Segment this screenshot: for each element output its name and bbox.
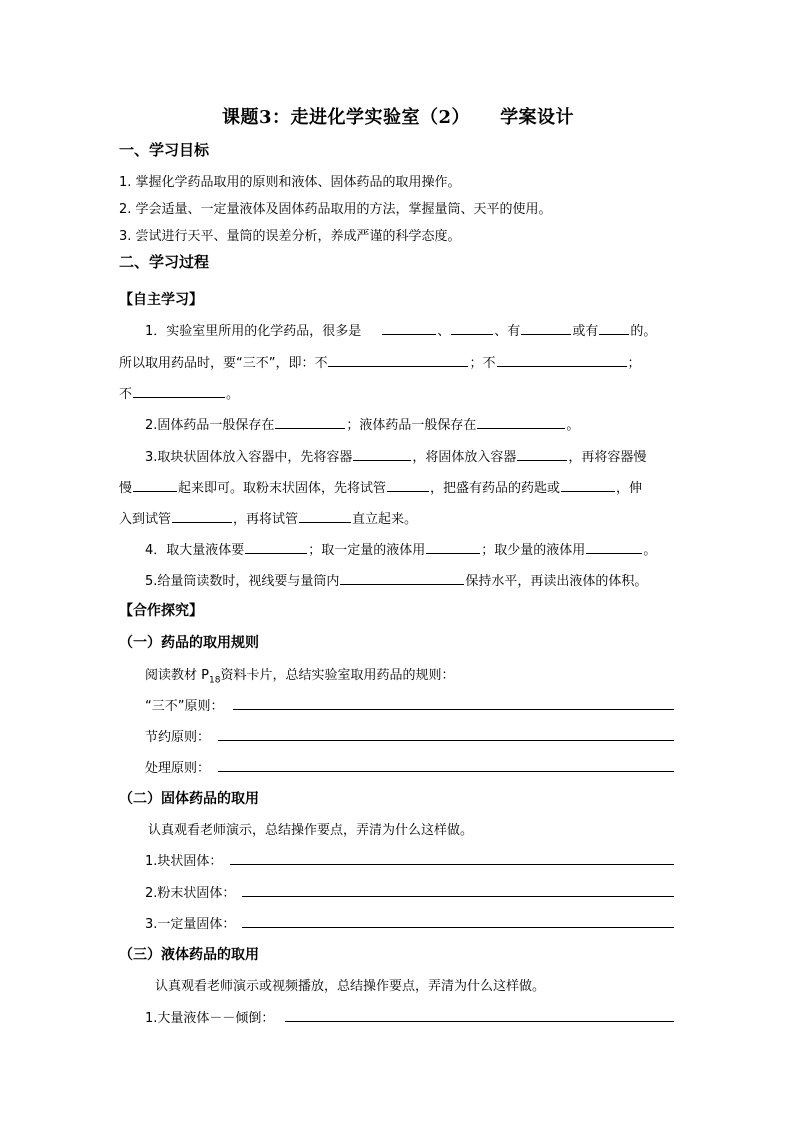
- blank[interactable]: [451, 320, 493, 335]
- objective-3: 3. 尝试进行天平、量筒的误差分析，养成严谨的科学态度。: [119, 229, 461, 244]
- blank[interactable]: [517, 446, 567, 461]
- part1-row-2: 节约原则：: [145, 730, 211, 745]
- q4-line: 4．取大量液体要 ；取一定量的液体用 ；取少量的液体用 。: [145, 539, 656, 558]
- blank[interactable]: [382, 320, 436, 335]
- answer-line[interactable]: [230, 864, 674, 865]
- part2-row-2: 2.粉末状固体：: [145, 886, 236, 901]
- section2-heading: 二、学习过程: [119, 253, 210, 271]
- blank[interactable]: [586, 539, 642, 554]
- q1-line2: 所以取用药品时，要“三不”，即：不 ；不 ；: [119, 352, 641, 371]
- q1-line3: 不 。: [119, 383, 239, 402]
- part3-heading: （三）液体药品的取用: [119, 947, 259, 963]
- blank[interactable]: [477, 414, 565, 429]
- blank[interactable]: [497, 352, 627, 367]
- page-title: [222, 103, 574, 129]
- title-main: 课题3：走进化学实验室（2）: [222, 107, 471, 128]
- coop-heading: 【合作探究】: [119, 603, 203, 619]
- blank[interactable]: [172, 508, 232, 523]
- part2-intro: 认真观看老师演示，总结操作要点，弄清为什么这样做。: [148, 823, 474, 838]
- blank[interactable]: [133, 383, 225, 398]
- part3-intro: 认真观看老师演示或视频播放，总结操作要点，弄清为什么这样做。: [155, 979, 546, 994]
- part1-row-1: “三不”原则：: [145, 699, 224, 714]
- self-study-heading: 【自主学习】: [119, 292, 203, 308]
- blank[interactable]: [561, 477, 615, 492]
- q2-line: 2.固体药品一般保存在 ；液体药品一般保存在 。: [145, 414, 579, 433]
- answer-line[interactable]: [233, 709, 674, 710]
- blank[interactable]: [387, 477, 429, 492]
- blank[interactable]: [328, 352, 468, 367]
- blank[interactable]: [133, 477, 177, 492]
- part2-row-3: 3.一定量固体：: [145, 917, 236, 932]
- q3-line1: 3.取块状固体放入容器中，先将容器 ，将固体放入容器 ，再将容器慢: [145, 446, 646, 465]
- objective-2: 2. 学会适量、一定量液体及固体药品取用的方法，掌握量筒、天平的使用。: [119, 202, 552, 217]
- q1-line1: 1．实验室里所用的化学药品，很多是 、 、有 或有 的。: [145, 320, 656, 339]
- part1-heading: （一）药品的取用规则: [119, 635, 259, 651]
- blank[interactable]: [340, 570, 464, 585]
- answer-line[interactable]: [242, 927, 674, 928]
- answer-line[interactable]: [218, 771, 674, 772]
- blank[interactable]: [275, 414, 345, 429]
- answer-line[interactable]: [218, 740, 674, 741]
- answer-line[interactable]: [285, 1021, 674, 1022]
- blank[interactable]: [245, 539, 307, 554]
- q3-line2: 慢 起来即可。取粉末状固体，先将试管 ，把盛有药品的药匙或 ，伸: [119, 477, 642, 496]
- answer-line[interactable]: [242, 896, 674, 897]
- part1-row-3: 处理原则：: [145, 761, 211, 776]
- title-sub: 学案设计: [500, 107, 575, 128]
- blank[interactable]: [521, 320, 571, 335]
- part3-row-1: 1.大量液体－－倾倒：: [145, 1011, 275, 1026]
- part2-heading: （二）固体药品的取用: [119, 791, 259, 807]
- section1-heading: 一、学习目标: [119, 141, 210, 159]
- part2-row-1: 1.块状固体：: [145, 854, 223, 869]
- blank[interactable]: [353, 446, 411, 461]
- part1-intro: 阅读教材 $P_{18}$资料卡片，总结实验室取用药品的规则：: [145, 668, 455, 686]
- blank[interactable]: [426, 539, 480, 554]
- blank[interactable]: [599, 320, 629, 335]
- q5-line: 5.给量筒读数时，视线要与量筒内 保持水平，再读出液体的体积。: [145, 570, 647, 589]
- objective-1: 1. 掌握化学药品取用的原则和液体、固体药品的取用操作。: [119, 175, 461, 190]
- q3-line3: 入到试管 ，再将试管 直立起来。: [119, 508, 417, 527]
- blank[interactable]: [299, 508, 351, 523]
